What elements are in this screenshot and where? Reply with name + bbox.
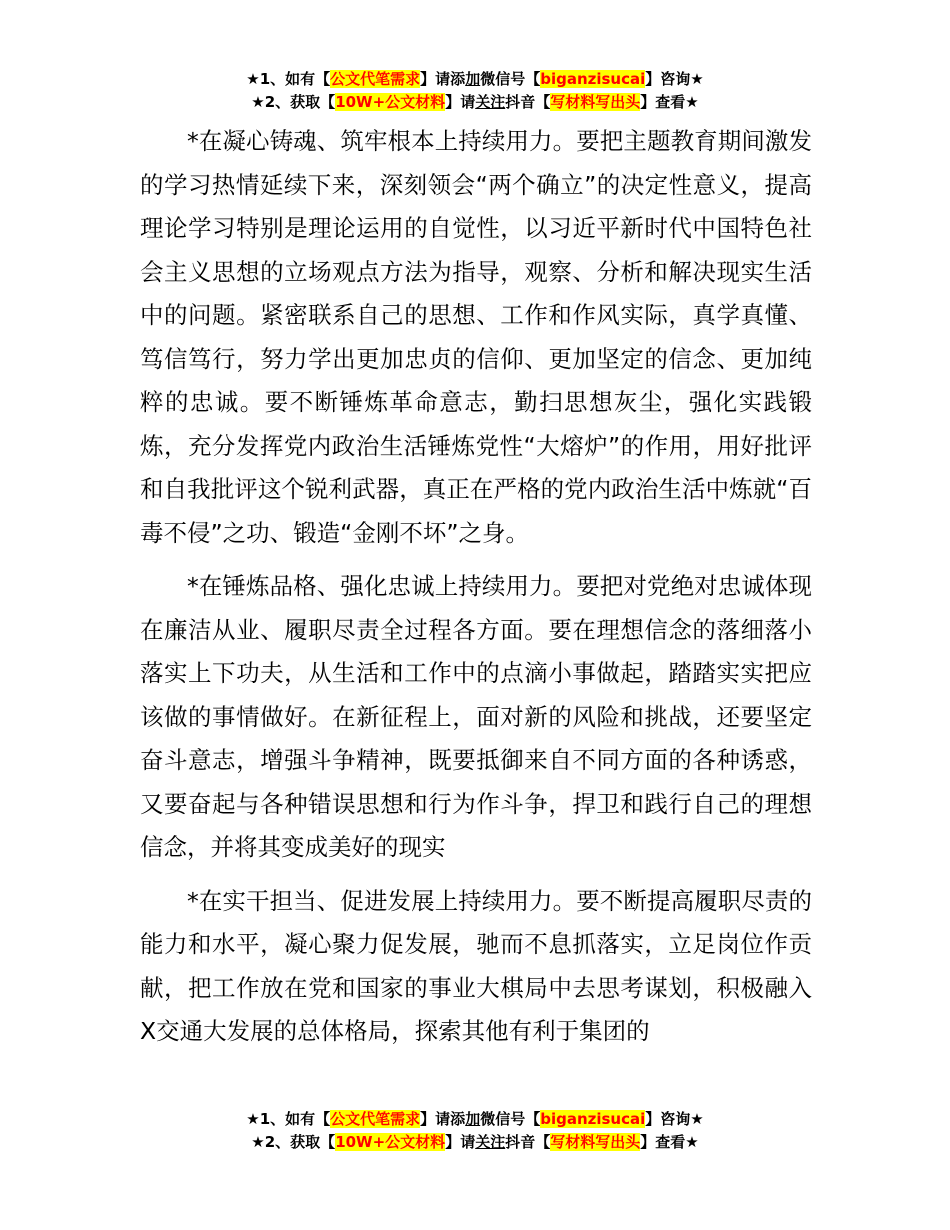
banner-highlight: 公文代笔需求 bbox=[330, 70, 421, 88]
banner-highlight: 10W+公文材料 bbox=[335, 1133, 446, 1151]
banner-line-1: ★1、如有【公文代笔需求】请添加微信号【biganzisucai】咨询★ bbox=[246, 70, 704, 88]
document-body bbox=[140, 120, 812, 1054]
header-banner bbox=[0, 68, 950, 114]
banner-highlight: biganzisucai bbox=[540, 70, 646, 88]
footer-banner bbox=[0, 1108, 950, 1154]
paragraph: *在凝心铸魂、筑牢根本上持续用力。要把主题教育期间激发的学习热情延续下来，深刻领会“两个确立”的决定性意义，提高理论学习特别是理论运用的自觉性，以习近平新时代中国特色社会主义思想的立场观点方法为指导，观察、分析和解决现实生活中的问题。紧密联系自己的思想、工作和作风实际，真学真懂、笃信笃行，努力学出更加忠贞的信仰、更加坚定的信念、更加纯粹的忠诚。要不断锤炼革命意志，勤扫思想灰尘，强化实践锻炼，充分发挥党内政治生活锤炼党性“大熔炉”的作用，用好批评和自我批评这个锐利武器，真正在严格的党内政治生活中炼就“百毒不侵”之功、锻造“金刚不坏”之身。 bbox=[140, 127, 812, 547]
paragraph: *在实干担当、促进发展上持续用力。要不断提高履职尽责的能力和水平，凝心聚力促发展，驰而不息抓落实，立足岗位作贡献，把工作放在党和国家的事业大棋局中去思考谋划，积极融入X交通大发展的总体格局，探索其他有利于集团的 bbox=[140, 886, 812, 1045]
banner-highlight: 10W+公文材料 bbox=[335, 93, 446, 111]
banner-line-1: ★1、如有【公文代笔需求】请添加微信号【biganzisucai】咨询★ bbox=[246, 1110, 704, 1128]
banner-highlight: 公文代笔需求 bbox=[330, 1110, 421, 1128]
paragraph: *在锤炼品格、强化忠诚上持续用力。要把对党绝对忠诚体现在廉洁从业、履职尽责全过程各方面。要在理想信念的落细落小落实上下功夫，从生活和工作中的点滴小事做起，踏踏实实把应该做的事情做好。在新征程上，面对新的风险和挑战，还要坚定奋斗意志，增强斗争精神，既要抵御来自不同方面的各种诱惑，又要奋起与各种错误思想和行为作斗争，捍卫和践行自己的理想信念，并将其变成美好的现实 bbox=[140, 572, 812, 861]
banner-highlight: 写材料写出头 bbox=[550, 1133, 641, 1151]
banner-highlight: biganzisucai bbox=[540, 1110, 646, 1128]
banner-line-2: ★2、获取【10W+公文材料】请关注抖音【写材料写出头】查看★ bbox=[251, 1133, 699, 1151]
banner-line-2: ★2、获取【10W+公文材料】请关注抖音【写材料写出头】查看★ bbox=[251, 93, 699, 111]
banner-highlight: 写材料写出头 bbox=[550, 93, 641, 111]
